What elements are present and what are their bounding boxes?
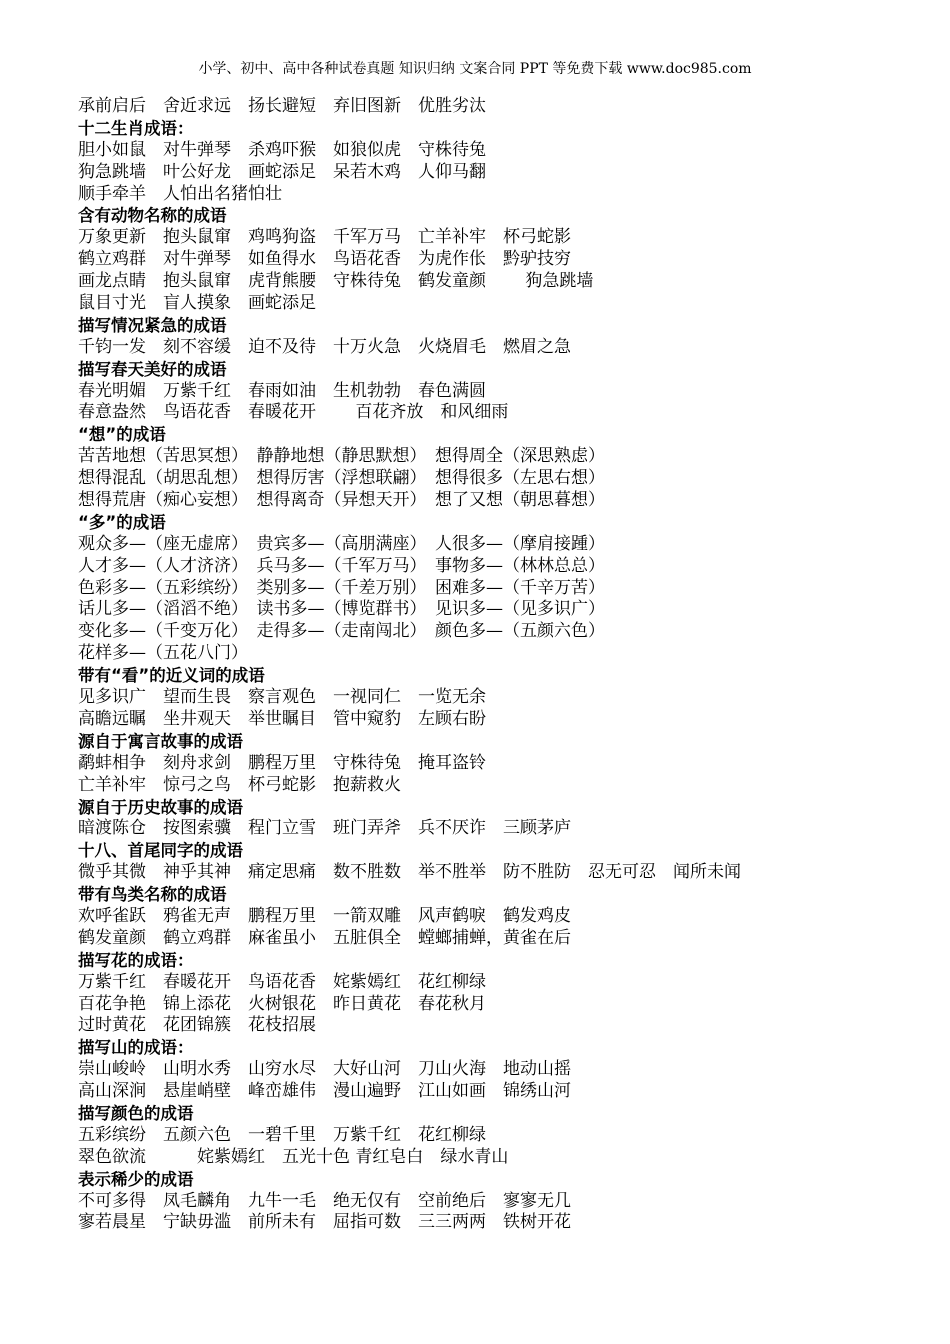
idiom-line: 微乎其微 神乎其神 痛定思痛 数不胜数 举不胜举 防不胜防 忍无可忍 闻所未闻 bbox=[78, 862, 741, 883]
idiom-line: 五彩缤纷 五颜六色 一碧千里 万紫千红 花红柳绿 bbox=[78, 1124, 486, 1145]
section-heading: 含有动物名称的成语 bbox=[78, 206, 227, 226]
idiom-line: 鹤立鸡群 对牛弹琴 如鱼得水 鸟语花香 为虎作伥 黔驴技穷 bbox=[78, 249, 571, 270]
idiom-line: 话儿多—（滔滔不绝） 读书多—（博览群书） 见识多—（见多识广） bbox=[78, 599, 605, 620]
section-heading: 描写颜色的成语 bbox=[78, 1103, 194, 1123]
idiom-line: 崇山峻岭 山明水秀 山穷水尽 大好山河 刀山火海 地动山摇 bbox=[78, 1059, 571, 1080]
page-header: 小学、初中、高中各种试卷真题 知识归纳 文案合同 PPT 等免费下载 www.doc985.com bbox=[198, 61, 752, 77]
idiom-line: 亡羊补牢 惊弓之鸟 杯弓蛇影 抱薪救火 bbox=[78, 774, 401, 795]
idiom-line: 翠色欲流 姹紫嫣红 五光十色 青红皂白 绿水青山 bbox=[78, 1146, 509, 1167]
document-body bbox=[78, 96, 938, 1234]
idiom-line: 过时黄花 花团锦簇 花枝招展 bbox=[78, 1015, 316, 1036]
section-heading: 源自于历史故事的成语 bbox=[78, 797, 243, 817]
section-heading: 描写情况紧急的成语 bbox=[78, 315, 227, 335]
idiom-line: 想得荒唐（痴心妄想） 想得离奇（异想天开） 想了又想（朝思暮想） bbox=[78, 490, 605, 511]
idiom-line: 色彩多—（五彩缤纷） 类别多—（千差万别） 困难多—（千辛万苦） bbox=[78, 577, 605, 598]
idiom-line: 万象更新 抱头鼠窜 鸡鸣狗盗 千军万马 亡羊补牢 杯弓蛇影 bbox=[78, 227, 571, 248]
idiom-line: 百花争艳 锦上添花 火树银花 昨日黄花 春花秋月 bbox=[78, 993, 486, 1014]
section-heading: 表示稀少的成语 bbox=[78, 1169, 194, 1189]
idiom-line: 承前启后 舍近求远 扬长避短 弃旧图新 优胜劣汰 bbox=[78, 96, 486, 116]
idiom-line: 狗急跳墙 叶公好龙 画蛇添足 呆若木鸡 人仰马翻 bbox=[78, 161, 486, 182]
section-heading: 带有鸟类名称的成语 bbox=[78, 885, 227, 905]
section-heading: 描写花的成语： bbox=[78, 950, 194, 970]
idiom-line: 观众多—（座无虚席） 贵宾多—（高朋满座） 人很多—（摩肩接踵） bbox=[78, 533, 605, 554]
idiom-line: 寥若晨星 宁缺毋滥 前所未有 屈指可数 三三两两 铁树开花 bbox=[78, 1212, 571, 1233]
idiom-line: 万紫千红 春暖花开 鸟语花香 姹紫嫣红 花红柳绿 bbox=[78, 971, 486, 992]
idiom-line: 鹬蚌相争 刻舟求剑 鹏程万里 守株待兔 掩耳盗铃 bbox=[78, 752, 486, 773]
idiom-line: 苦苦地想（苦思冥想） 静静地想（静思默想） 想得周全（深思熟虑） bbox=[78, 446, 605, 467]
idiom-line: 胆小如鼠 对牛弹琴 杀鸡吓猴 如狼似虎 守株待兔 bbox=[78, 139, 486, 160]
section-heading: 描写山的成语： bbox=[78, 1038, 194, 1058]
section-heading: “想”的成语 bbox=[78, 425, 166, 445]
idiom-line: 春光明媚 万紫千红 春雨如油 生机勃勃 春色满圆 bbox=[78, 380, 486, 401]
idiom-line: 花样多—（五花八门） bbox=[78, 643, 248, 664]
idiom-line: 想得混乱（胡思乱想） 想得厉害（浮想联翩） 想得很多（左思右想） bbox=[78, 468, 605, 489]
idiom-line: 人才多—（人才济济） 兵马多—（千军万马） 事物多—（林林总总） bbox=[78, 555, 605, 576]
idiom-line: 不可多得 凤毛麟角 九牛一毛 绝无仅有 空前绝后 寥寥无几 bbox=[78, 1190, 571, 1211]
section-heading: 带有“看”的近义词的成语 bbox=[78, 666, 265, 686]
section-heading: 十八、首尾同字的成语 bbox=[78, 841, 243, 861]
idiom-line: 鹤发童颜 鹤立鸡群 麻雀虽小 五脏俱全 螳螂捕蝉，黄雀在后 bbox=[78, 927, 571, 948]
idiom-line: 顺手牵羊 人怕出名猪怕壮 bbox=[78, 183, 282, 204]
idiom-line: 画龙点睛 抱头鼠窜 虎背熊腰 守株待兔 鹤发童颜 狗急跳墙 bbox=[78, 271, 594, 292]
section-heading: 源自于寓言故事的成语 bbox=[78, 731, 243, 751]
idiom-line: 春意盎然 鸟语花香 春暖花开 百花齐放 和风细雨 bbox=[78, 402, 509, 423]
idiom-line: 高山深涧 悬崖峭壁 峰峦雄伟 漫山遍野 江山如画 锦绣山河 bbox=[78, 1081, 571, 1102]
idiom-line: 高瞻远瞩 坐井观天 举世瞩目 管中窥豹 左顾右盼 bbox=[78, 708, 486, 729]
section-heading: 描写春天美好的成语 bbox=[78, 359, 227, 379]
section-heading: “多”的成语 bbox=[78, 512, 166, 532]
idiom-line: 见多识广 望而生畏 察言观色 一视同仁 一览无余 bbox=[78, 687, 486, 708]
idiom-line: 变化多—（千变万化） 走得多—（走南闯北） 颜色多—（五颜六色） bbox=[78, 621, 605, 642]
idiom-line: 千钧一发 刻不容缓 迫不及待 十万火急 火烧眉毛 燃眉之急 bbox=[78, 336, 571, 357]
idiom-line: 鼠目寸光 盲人摸象 画蛇添足 bbox=[78, 293, 316, 314]
idiom-line: 暗渡陈仓 按图索骥 程门立雪 班门弄斧 兵不厌诈 三顾茅庐 bbox=[78, 818, 571, 839]
section-heading: 十二生肖成语： bbox=[78, 118, 194, 138]
idiom-line: 欢呼雀跃 鸦雀无声 鹏程万里 一箭双雕 风声鹤唳 鹤发鸡皮 bbox=[78, 905, 571, 926]
